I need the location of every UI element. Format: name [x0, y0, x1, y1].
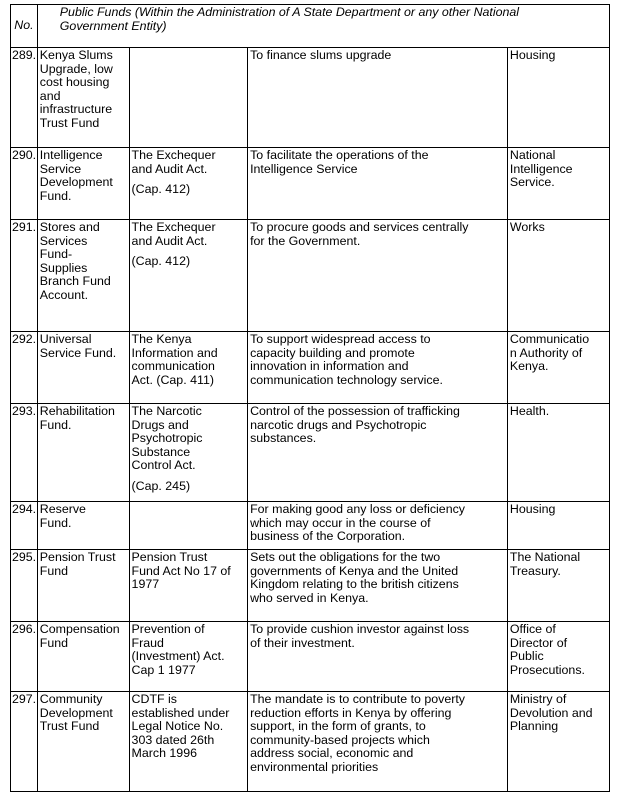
fund-name-cell: [37, 622, 129, 692]
purpose-line: communication technology service.: [250, 372, 443, 387]
fund-name-line: Intelligence: [39, 148, 103, 162]
purpose-line: Intelligence Service: [250, 161, 358, 176]
fund-name-cell: [37, 404, 129, 502]
fund-name-cell: [37, 332, 129, 404]
purpose-line: support, in the form of grants, to: [250, 719, 426, 734]
entity-line: Kenya.: [509, 359, 549, 374]
entity-line: Planning: [509, 719, 559, 734]
purpose-line: To provide cushion investor against loss: [250, 622, 470, 636]
entity-line: Health.: [509, 404, 550, 418]
purpose-line: To finance slums upgrade: [250, 48, 392, 62]
purpose-cell: [248, 48, 508, 148]
act-line: 1977: [131, 577, 160, 592]
act-cell: [129, 622, 248, 692]
table-row: [11, 692, 610, 792]
fund-name-line: Development: [39, 175, 113, 190]
entity-cell: [507, 550, 609, 622]
act-line: Control Act.: [131, 458, 196, 473]
fund-name-cell: [37, 220, 129, 332]
entity-cell: [507, 502, 609, 550]
fund-name-line: Trust Fund: [39, 719, 100, 734]
table-row: [11, 148, 610, 220]
purpose-line: Kingdom relating to the british citizens: [250, 577, 459, 592]
act-line: Pension Trust: [131, 550, 208, 564]
fund-name-line: Fund.: [39, 188, 72, 203]
entity-line: Housing: [509, 502, 556, 516]
fund-name-line: Fund-: [39, 247, 73, 262]
act-cell: [129, 48, 248, 148]
table-header-row: [11, 5, 610, 48]
act-cell: [129, 502, 248, 550]
table-row: [11, 48, 610, 148]
entity-line: Devolution and: [509, 705, 593, 720]
no-cell: 293.: [11, 404, 38, 502]
fund-name-line: Service Fund.: [39, 345, 117, 360]
purpose-line: reduction efforts in Kenya by offering: [250, 705, 452, 720]
fund-name-line: Branch Fund: [39, 274, 111, 289]
act-line: The Exchequer: [131, 148, 216, 162]
purpose-line: narcotic drugs and Psychotropic: [250, 417, 427, 432]
header-no: No.: [11, 5, 38, 48]
act-line: The Kenya: [131, 332, 192, 346]
header-title-line: Public Funds (Within the Administration of A State Department or any other National: [59, 5, 520, 19]
fund-name-line: Development: [39, 705, 113, 720]
no-cell: 291.: [11, 220, 38, 332]
fund-name-line: Reserve: [39, 502, 86, 516]
fund-name-line: Universal: [39, 332, 92, 346]
act-line: Fund Act No 17 of: [131, 563, 231, 578]
act-cell: [129, 550, 248, 622]
act-line: Substance: [131, 444, 191, 459]
fund-name-cell: [37, 148, 129, 220]
entity-line: The National: [509, 550, 581, 564]
purpose-line: business of the Corporation.: [250, 529, 406, 544]
fund-name-line: Rehabilitation: [39, 404, 115, 418]
no-cell: 292.: [11, 332, 38, 404]
entity-line: Prosecutions.: [509, 662, 585, 677]
header-title-line: Government Entity): [59, 18, 167, 33]
fund-name-line: Fund: [39, 635, 69, 650]
entity-line: Treasury.: [509, 563, 561, 578]
purpose-cell: [248, 692, 508, 792]
entity-line: Intelligence: [509, 161, 573, 176]
fund-name-cell: [37, 692, 129, 792]
fund-name-line: Stores and: [39, 220, 100, 234]
act-cell: [129, 148, 248, 220]
fund-name-line: Fund.: [39, 515, 72, 530]
purpose-cell: [248, 502, 508, 550]
act-line: Cap 1 1977: [131, 662, 196, 677]
fund-name-line: Kenya Slums: [39, 48, 113, 62]
entity-line: National: [509, 148, 556, 162]
fund-name-line: Trust Fund: [39, 115, 100, 130]
fund-name-cell: [37, 550, 129, 622]
table-row: [11, 622, 610, 692]
fund-name-line: Pension Trust: [39, 550, 116, 564]
act-line: March 1996: [131, 746, 197, 761]
fund-name-cell: [37, 502, 129, 550]
purpose-cell: [248, 404, 508, 502]
table-row: [11, 332, 610, 404]
act-cell: [129, 220, 248, 332]
table-row: [11, 220, 610, 332]
purpose-cell: [248, 332, 508, 404]
entity-line: Works: [509, 220, 545, 234]
fund-name-line: Community: [39, 692, 103, 706]
no-cell: 294.: [11, 502, 38, 550]
table-row: [11, 404, 610, 502]
purpose-line: Sets out the obligations for the two: [250, 550, 441, 564]
act-line: Drugs and: [131, 417, 189, 432]
purpose-line: To facilitate the operations of the: [250, 148, 429, 162]
public-funds-table: [10, 4, 610, 792]
fund-name-line: Fund.: [39, 417, 72, 432]
entity-cell: [507, 48, 609, 148]
fund-name-line: Service: [39, 161, 82, 176]
table-row: [11, 550, 610, 622]
fund-name-line: Compensation: [39, 622, 120, 636]
act-line: The Narcotic: [131, 404, 202, 418]
act-line: Fraud: [131, 635, 164, 650]
fund-name-line: cost housing: [39, 75, 110, 90]
entity-cell: [507, 622, 609, 692]
purpose-cell: [248, 550, 508, 622]
purpose-line: innovation in information and: [250, 359, 409, 374]
fund-name-line: Upgrade, low: [39, 61, 113, 76]
entity-cell: [507, 332, 609, 404]
entity-line: Ministry of: [509, 692, 567, 706]
table-row: [11, 502, 610, 550]
act-cell: [129, 692, 248, 792]
no-cell: 289.: [11, 48, 38, 148]
act-cell: [129, 332, 248, 404]
entity-line: Public: [509, 649, 544, 664]
entity-line: Communicatio: [509, 332, 590, 346]
no-cell: 297.: [11, 692, 38, 792]
act-line: 303 dated 26th: [131, 732, 215, 747]
entity-cell: [507, 404, 609, 502]
fund-name-line: and: [39, 88, 61, 103]
act-chapter: (Cap. 412): [131, 254, 191, 269]
act-line: Psychotropic: [131, 431, 203, 446]
fund-name-line: Supplies: [39, 260, 88, 275]
act-line: established under: [131, 705, 230, 720]
fund-name-line: Account.: [39, 287, 89, 302]
header-title: [37, 5, 609, 48]
act-line: The Exchequer: [131, 220, 216, 234]
act-cell: [129, 404, 248, 502]
purpose-cell: [248, 220, 508, 332]
act-chapter: (Cap. 245): [131, 478, 191, 493]
act-line: Prevention of: [131, 622, 205, 636]
purpose-line: To procure goods and services centrally: [250, 220, 469, 234]
purpose-line: To support widespread access to: [250, 332, 431, 346]
entity-cell: [507, 148, 609, 220]
purpose-line: Control of the possession of trafficking: [250, 404, 460, 418]
entity-line: Director of: [509, 635, 568, 650]
act-line: Legal Notice No.: [131, 719, 224, 734]
entity-cell: [507, 220, 609, 332]
purpose-line: which may occur in the course of: [250, 515, 431, 530]
purpose-line: community-based projects which: [250, 732, 430, 747]
purpose-line: environmental priorities: [250, 759, 379, 774]
entity-line: Housing: [509, 48, 556, 62]
purpose-line: The mandate is to contribute to poverty: [250, 692, 465, 706]
purpose-cell: [248, 148, 508, 220]
purpose-line: who served in Kenya.: [250, 590, 369, 605]
purpose-line: governments of Kenya and the United: [250, 563, 459, 578]
act-line: Act. (Cap. 411): [131, 372, 214, 387]
purpose-line: substances.: [250, 431, 317, 446]
act-line: and Audit Act.: [131, 161, 208, 176]
entity-line: Service.: [509, 175, 555, 190]
act-line: CDTF is: [131, 692, 177, 706]
entity-line: n Authority of: [509, 345, 583, 360]
entity-cell: [507, 692, 609, 792]
act-line: communication: [131, 359, 215, 374]
fund-name-cell: [37, 48, 129, 148]
no-cell: 295.: [11, 550, 38, 622]
act-line: (Investment) Act.: [131, 649, 225, 664]
fund-name-line: infrastructure: [39, 102, 113, 117]
entity-line: Office of: [509, 622, 556, 636]
purpose-line: For making good any loss or deficiency: [250, 502, 465, 516]
no-cell: 290.: [11, 148, 38, 220]
fund-name-line: Fund: [39, 563, 69, 578]
act-line: Information and: [131, 345, 218, 360]
fund-name-line: Services: [39, 233, 88, 248]
no-cell: 296.: [11, 622, 38, 692]
purpose-line: address social, economic and: [250, 746, 414, 761]
purpose-line: for the Government.: [250, 233, 361, 248]
purpose-cell: [248, 622, 508, 692]
purpose-line: capacity building and promote: [250, 345, 415, 360]
act-line: and Audit Act.: [131, 233, 208, 248]
purpose-line: of their investment.: [250, 635, 355, 650]
act-chapter: (Cap. 412): [131, 182, 191, 197]
